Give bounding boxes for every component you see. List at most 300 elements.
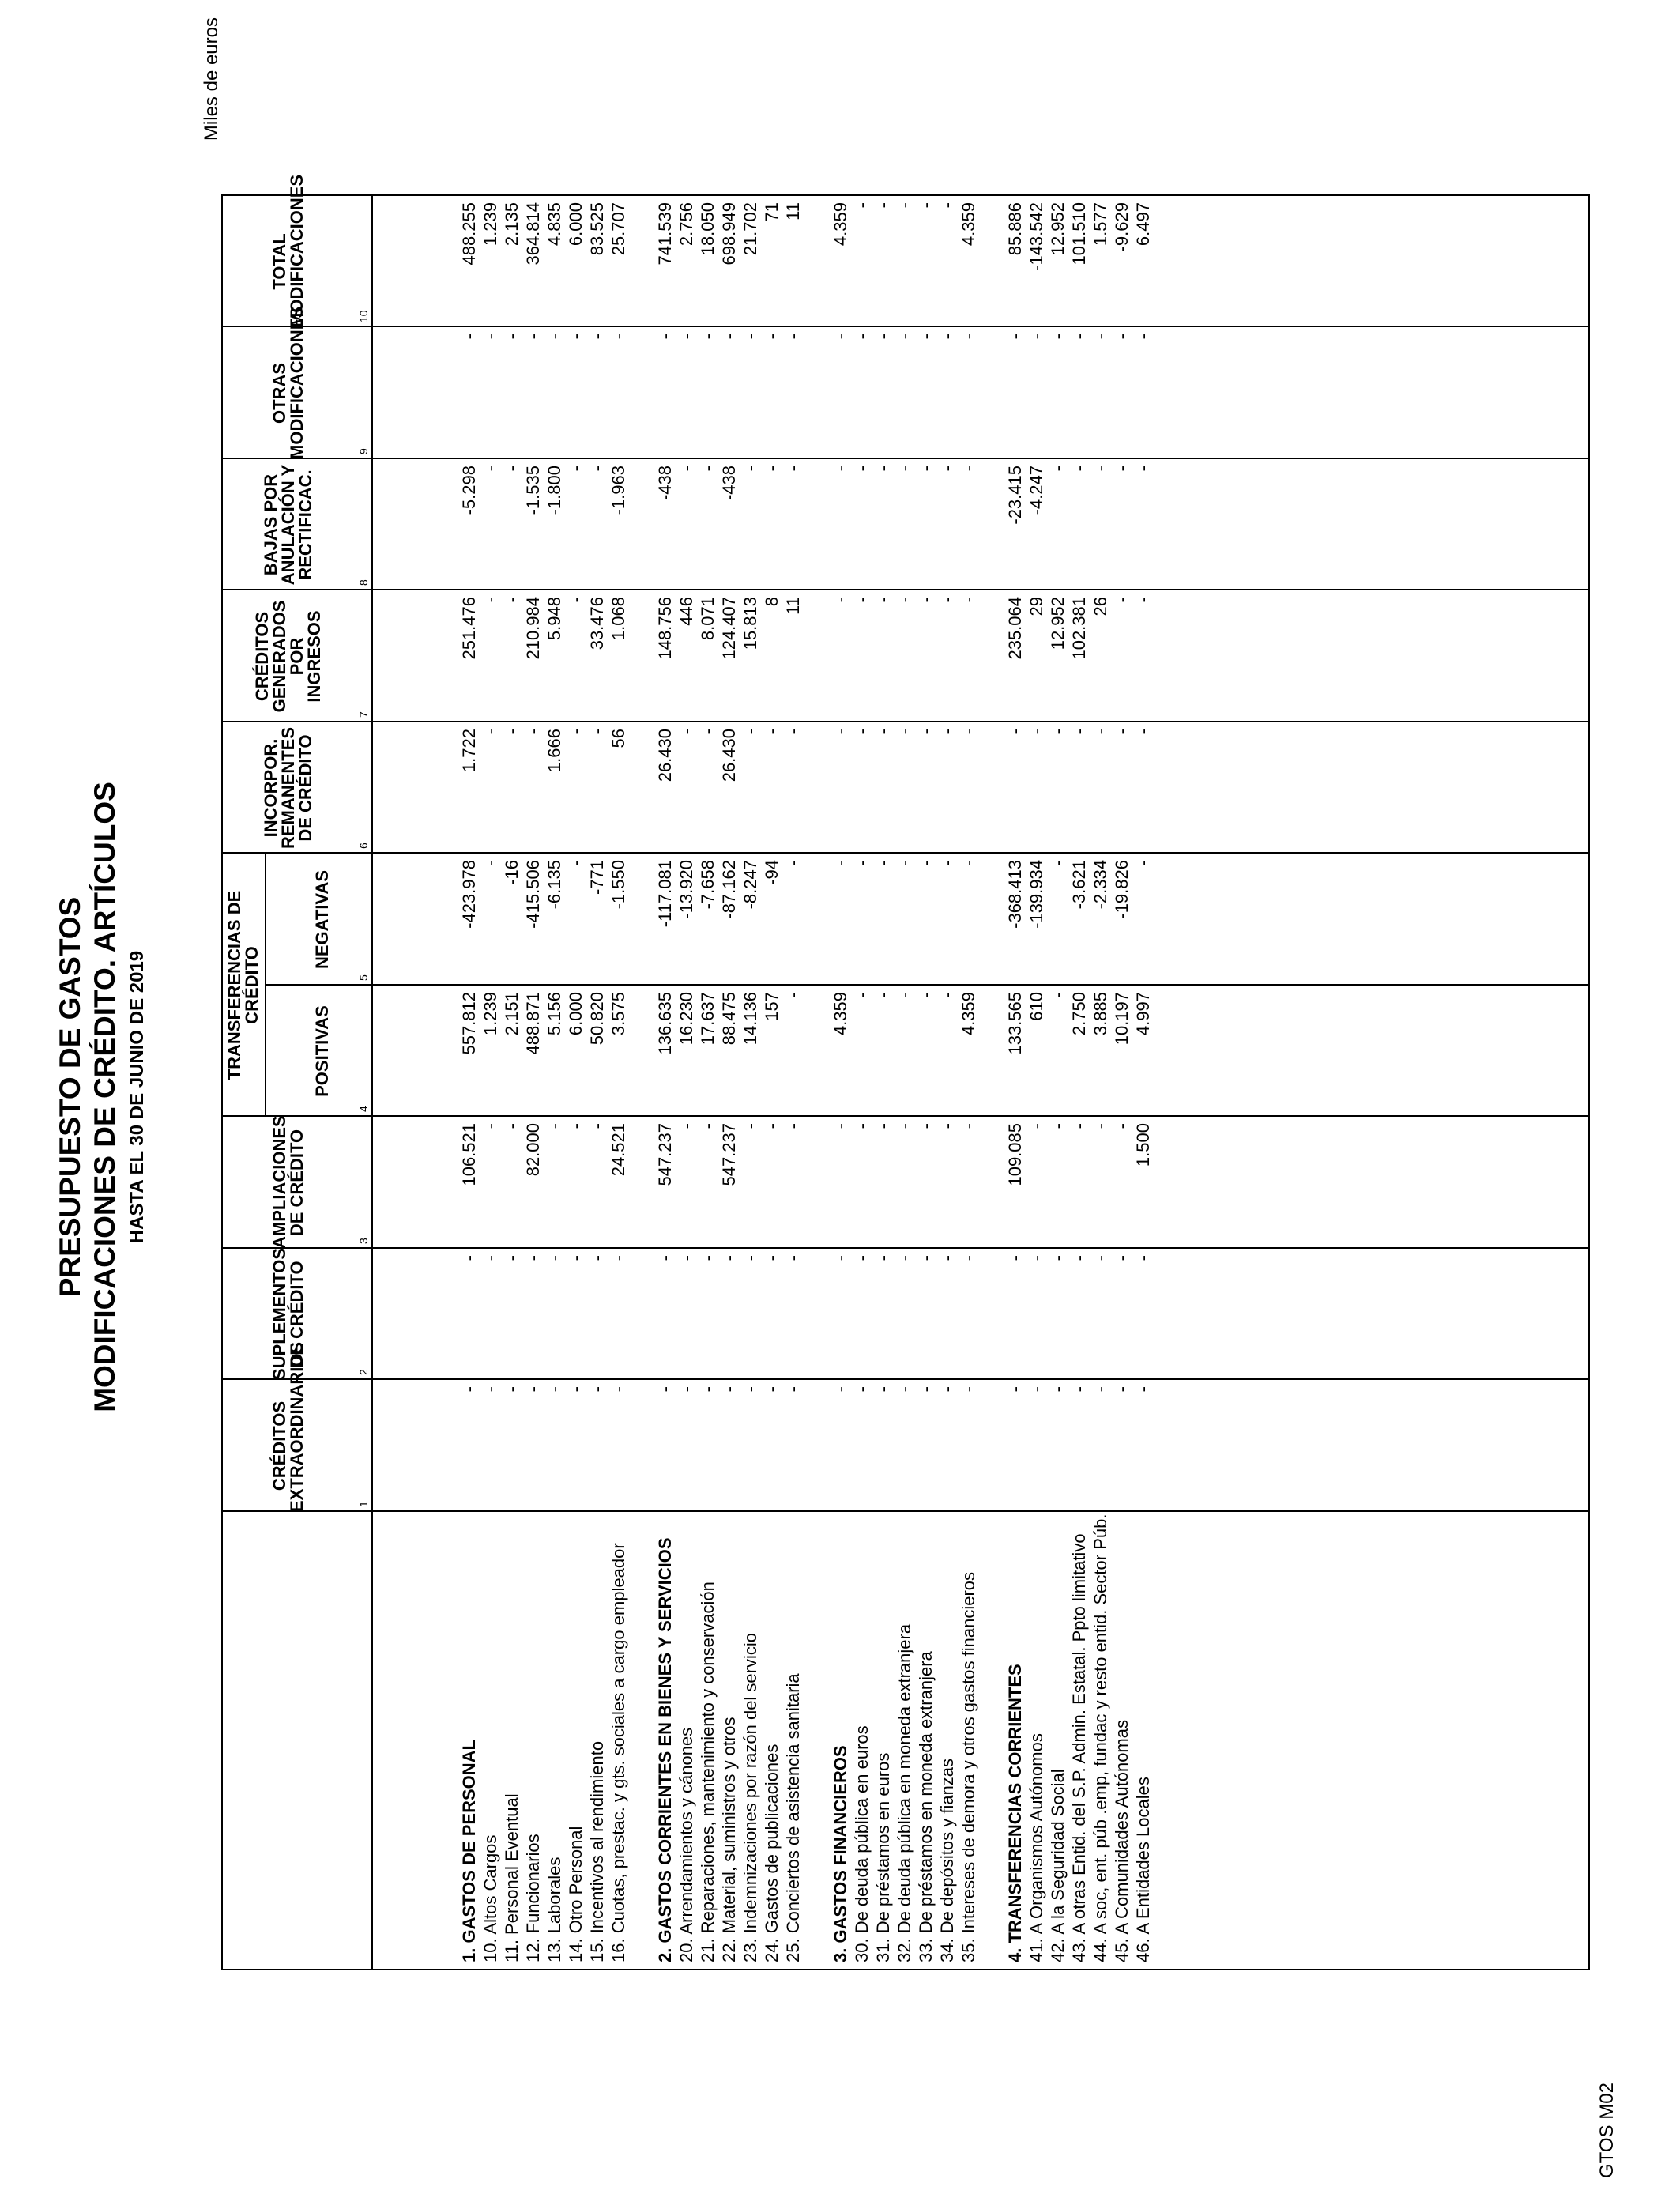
cell-col-3: 547.237	[655, 1123, 676, 1186]
cell-col-3: -	[958, 1123, 978, 1129]
cell-col-7: 11	[783, 597, 804, 615]
column-header-line: AMPLIACIONES	[269, 1115, 289, 1249]
cell-col-4: -	[936, 992, 957, 998]
table-row	[1111, 204, 1132, 1962]
cell-col-1: -	[958, 1386, 978, 1393]
row-label: 24. Gastos de publicaciones	[762, 1744, 782, 1962]
cell-col-7: -	[1112, 597, 1132, 603]
cell-col-4: -	[851, 992, 872, 998]
cell-col-8: -	[1069, 466, 1090, 472]
row-label: 32. De deuda pública en moneda extranjera	[894, 1623, 914, 1962]
cell-col-7: 446	[676, 597, 697, 626]
table-border-right	[221, 194, 1590, 196]
cell-col-7: 8	[762, 597, 782, 607]
cell-col-10: 1.239	[480, 202, 500, 247]
cell-col-2: -	[480, 1255, 500, 1261]
cell-col-1: -	[1069, 1386, 1090, 1393]
section-total-row	[458, 204, 480, 1962]
cell-col-8: -	[566, 466, 586, 472]
cell-col-3: -	[544, 1123, 564, 1129]
table-row	[480, 204, 501, 1962]
column-header-line: NEGATIVAS	[311, 869, 332, 970]
table-row	[522, 204, 544, 1962]
cell-col-10: 6.497	[1133, 202, 1154, 247]
cell-col-3: -	[676, 1123, 697, 1129]
cell-col-5: -	[480, 860, 500, 866]
table-row	[565, 204, 586, 1962]
cell-col-5: -	[830, 860, 850, 866]
cell-col-6: 1.722	[459, 729, 479, 773]
cell-col-5: -117.081	[655, 860, 676, 928]
cell-col-1: -	[698, 1386, 718, 1393]
cell-col-10: 12.952	[1048, 202, 1068, 256]
cell-col-6: -	[1133, 729, 1154, 735]
cell-col-8: -23.415	[1005, 466, 1026, 525]
cell-col-2: -	[502, 1255, 522, 1261]
cell-col-1: -	[830, 1386, 850, 1393]
cell-col-4: -	[894, 992, 914, 998]
cell-col-2: -	[851, 1255, 872, 1261]
cell-col-6: -	[851, 729, 872, 735]
cell-col-7: -	[851, 597, 872, 603]
cell-col-1: -	[740, 1386, 761, 1393]
cell-col-7: -	[502, 597, 522, 603]
row-label: 13. Laborales	[544, 1857, 564, 1962]
cell-col-2: -	[915, 1255, 936, 1261]
cell-col-9: -	[523, 334, 543, 340]
cell-col-5: -	[783, 860, 804, 866]
cell-col-10: 364.814	[523, 202, 543, 266]
column-header-2	[271, 1249, 306, 1380]
table-row	[761, 204, 782, 1962]
column-header-line: INCORPOR.	[261, 738, 281, 838]
column-header-10	[269, 174, 307, 327]
cell-col-4: -	[872, 992, 893, 998]
cell-col-2: -	[958, 1255, 978, 1261]
cell-col-10: -	[915, 202, 936, 209]
column-number: 6	[357, 843, 370, 849]
cell-col-9: -	[872, 334, 893, 340]
cell-col-6: -	[566, 729, 586, 735]
row-label: 12. Funcionarios	[523, 1834, 543, 1962]
cell-col-1: -	[608, 1386, 628, 1393]
column-header-line: BAJAS POR	[261, 473, 281, 576]
cell-col-10: -	[872, 202, 893, 209]
cell-col-9: -	[608, 334, 628, 340]
cell-col-9: -	[1048, 334, 1068, 340]
table-row	[586, 204, 608, 1962]
column-number: 3	[357, 1238, 370, 1244]
cell-col-8: -	[894, 466, 914, 472]
cell-col-10: 2.135	[502, 202, 522, 247]
cell-col-6: -	[1026, 729, 1047, 735]
cell-col-2: -	[1069, 1255, 1090, 1261]
section-total-row	[1004, 204, 1026, 1962]
table-row	[958, 204, 979, 1962]
cell-col-10: 83.525	[587, 202, 607, 256]
cell-col-9: -	[830, 334, 850, 340]
column-header-line: REMANENTES	[278, 727, 298, 850]
cell-col-4: 3.575	[608, 992, 628, 1036]
cell-col-8: -	[783, 466, 804, 472]
cell-col-10: 698.949	[719, 202, 740, 266]
report-date-line: HASTA EL 30 DE JUNIO DE 2019	[126, 950, 148, 1244]
column-header-4	[311, 986, 332, 1117]
cell-col-1: -	[1048, 1386, 1068, 1393]
cell-col-2: -	[1048, 1255, 1068, 1261]
cell-col-3: -	[936, 1123, 957, 1129]
cell-col-2: -	[1026, 1255, 1047, 1261]
table-border-left	[221, 1969, 1588, 1970]
cell-col-7: -	[872, 597, 893, 603]
cell-col-5: -423.978	[459, 860, 479, 929]
cell-col-9: -	[894, 334, 914, 340]
cell-col-10: 4.359	[830, 202, 850, 247]
cell-col-10: 21.702	[740, 202, 761, 256]
cell-col-7: -	[894, 597, 914, 603]
cell-col-7: 251.476	[459, 597, 479, 660]
cell-col-6: -	[872, 729, 893, 735]
cell-col-3: -	[587, 1123, 607, 1129]
cell-col-3: -	[1026, 1123, 1047, 1129]
cell-col-8: -4.247	[1026, 466, 1047, 515]
cell-col-8: -	[740, 466, 761, 472]
cell-col-5: -87.162	[719, 860, 740, 919]
cell-col-3: -	[698, 1123, 718, 1129]
cell-col-6: 1.666	[544, 729, 564, 773]
row-label: 22. Material, suministros y otros	[719, 1717, 740, 1962]
cell-col-6: -	[915, 729, 936, 735]
cell-col-3: -	[762, 1123, 782, 1129]
cell-col-4: -	[1048, 992, 1068, 998]
cell-col-4: 10.197	[1112, 992, 1132, 1046]
cell-col-2: -	[783, 1255, 804, 1261]
cell-col-1: -	[523, 1386, 543, 1393]
cell-col-3: -	[1112, 1123, 1132, 1129]
cell-col-7: -	[566, 597, 586, 603]
column-header-line: ANULACIÓN Y	[278, 464, 298, 586]
column-header-line: CRÉDITOS	[252, 611, 272, 702]
cell-col-4: 557.812	[459, 992, 479, 1055]
cell-col-4: 157	[762, 992, 782, 1021]
cell-col-1: -	[1133, 1386, 1154, 1393]
table-row	[740, 204, 761, 1962]
cell-col-4: 88.475	[719, 992, 740, 1046]
section-total-row	[830, 204, 851, 1962]
cell-col-5: -	[936, 860, 957, 866]
cell-col-9: -	[587, 334, 607, 340]
cell-col-3: 109.085	[1005, 1123, 1026, 1186]
table-row	[782, 204, 804, 1962]
cell-col-9: -	[740, 334, 761, 340]
cell-col-4: 17.637	[698, 992, 718, 1046]
cell-col-7: -	[958, 597, 978, 603]
cell-col-5: -771	[587, 860, 607, 895]
cell-col-2: -	[459, 1255, 479, 1261]
cell-col-6: 56	[608, 729, 628, 748]
row-label: 33. De préstamos en moneda extranjera	[915, 1651, 936, 1962]
report-title: PRESUPUESTO DE GASTOS	[54, 896, 86, 1298]
cell-col-10: 4.835	[544, 202, 564, 247]
cell-col-7: 102.381	[1069, 597, 1090, 660]
table-row	[915, 204, 936, 1962]
cell-col-2: -	[872, 1255, 893, 1261]
cell-col-1: -	[459, 1386, 479, 1393]
cell-col-10: -143.542	[1026, 202, 1047, 271]
cell-col-10: 6.000	[566, 202, 586, 247]
cell-col-9: -	[719, 334, 740, 340]
row-label: 43. A otras Entid. del S.P. Admin. Estatal. Ppto limitativo	[1069, 1533, 1090, 1962]
cell-col-1: -	[544, 1386, 564, 1393]
column-header-1	[269, 1341, 307, 1512]
cell-col-4: 136.635	[655, 992, 676, 1055]
cell-col-1: -	[762, 1386, 782, 1393]
cell-col-1: -	[936, 1386, 957, 1393]
column-number: 4	[357, 1106, 370, 1112]
table-row	[936, 204, 958, 1962]
cell-col-3: -	[1069, 1123, 1090, 1129]
cell-col-5: -16	[502, 860, 522, 885]
cell-col-8: -	[698, 466, 718, 472]
cell-col-3: -	[566, 1123, 586, 1129]
cell-col-2: -	[1112, 1255, 1132, 1261]
cell-col-9: -	[936, 334, 957, 340]
cell-col-6: -	[587, 729, 607, 735]
cell-col-7: -	[830, 597, 850, 603]
cell-col-4: -	[915, 992, 936, 998]
cell-col-8: -1.535	[523, 466, 543, 515]
cell-col-2: -	[544, 1255, 564, 1261]
column-header-line: DE CRÉDITO	[287, 1129, 307, 1237]
column-header-9	[269, 306, 307, 459]
cell-col-9: -	[502, 334, 522, 340]
table-row	[1090, 204, 1111, 1962]
cell-col-8: -438	[655, 466, 676, 501]
column-number: 1	[357, 1501, 370, 1507]
column-number: 5	[357, 974, 370, 981]
cell-col-10: 741.539	[655, 202, 676, 266]
cell-col-4: 4.359	[830, 992, 850, 1036]
cell-col-7: -	[915, 597, 936, 603]
cell-col-4: 5.156	[544, 992, 564, 1036]
cell-col-9: -	[762, 334, 782, 340]
cell-col-2: -	[587, 1255, 607, 1261]
cell-col-2: -	[740, 1255, 761, 1261]
cell-col-3: -	[915, 1123, 936, 1129]
transfer-group-header	[226, 854, 261, 1117]
row-label: 1. GASTOS DE PERSONAL	[459, 1740, 479, 1962]
cell-col-6: -	[676, 729, 697, 735]
row-label: 46. A Entidades Locales	[1133, 1777, 1154, 1962]
cell-col-9: -	[915, 334, 936, 340]
column-header-3	[271, 1117, 306, 1249]
cell-col-8: -	[1090, 466, 1111, 472]
column-number: 9	[357, 448, 370, 454]
table-row	[1132, 204, 1154, 1962]
footer-code: GTOS M02	[1596, 2083, 1618, 2178]
transfer-group-divider	[265, 854, 266, 1117]
cell-col-1: -	[719, 1386, 740, 1393]
cell-col-7: -	[936, 597, 957, 603]
row-label: 15. Incentivos al rendimiento	[587, 1740, 607, 1962]
cell-col-6: -	[936, 729, 957, 735]
cell-col-8: -	[676, 466, 697, 472]
column-header-6	[262, 722, 315, 854]
cell-col-2: -	[1133, 1255, 1154, 1261]
cell-col-7: 1.068	[608, 597, 628, 641]
cell-col-8: -	[915, 466, 936, 472]
cell-col-5: -415.506	[523, 860, 543, 929]
cell-col-7: -	[1133, 597, 1154, 603]
cell-col-9: -	[783, 334, 804, 340]
cell-col-10: -9.629	[1112, 202, 1132, 252]
cell-col-7: 33.476	[587, 597, 607, 650]
cell-col-6: -	[523, 729, 543, 735]
cell-col-6: -	[1090, 729, 1111, 735]
column-header-8	[262, 459, 315, 590]
cell-col-3: 1.500	[1133, 1123, 1154, 1167]
cell-col-9: -	[566, 334, 586, 340]
transfer-group-header-line: CRÉDITO	[242, 946, 262, 1024]
column-number: 7	[357, 711, 370, 718]
row-label: 11. Personal Eventual	[502, 1793, 522, 1962]
row-label: 34. De depósitos y fianzas	[936, 1758, 957, 1962]
cell-col-7: 148.756	[655, 597, 676, 660]
table-row	[501, 204, 522, 1962]
column-header-line: MODIFICACIONES	[287, 174, 307, 327]
cell-col-3: -	[894, 1123, 914, 1129]
cell-col-4: 1.239	[480, 992, 500, 1036]
cell-col-8: -1.800	[544, 466, 564, 515]
report-subtitle: MODIFICACIONES DE CRÉDITO. ARTÍCULOS	[89, 782, 121, 1412]
cell-col-3: -	[1048, 1123, 1068, 1129]
cell-col-7: 15.813	[740, 597, 761, 650]
table-row	[872, 204, 894, 1962]
cell-col-8: -	[872, 466, 893, 472]
cell-col-4: 14.136	[740, 992, 761, 1046]
row-label: 41. A Organismos Autónomos	[1026, 1733, 1047, 1962]
cell-col-2: -	[1005, 1255, 1026, 1261]
column-header-5	[311, 854, 332, 986]
cell-col-7: 235.064	[1005, 597, 1026, 660]
cell-col-3: -	[783, 1123, 804, 1129]
cell-col-10: 11	[783, 202, 804, 221]
cell-col-1: -	[915, 1386, 936, 1393]
cell-col-4: 50.820	[587, 992, 607, 1046]
column-header-line: GENERADOS	[269, 600, 289, 713]
cell-col-4: 2.151	[502, 992, 522, 1036]
unit-label: Miles de euros	[201, 17, 222, 141]
cell-col-5: -	[1048, 860, 1068, 866]
cell-col-6: 26.430	[719, 729, 740, 782]
row-label: 23. Indemnizaciones por razón del servicio	[740, 1632, 761, 1962]
table-row	[1047, 204, 1068, 1962]
cell-col-5: -	[915, 860, 936, 866]
row-label: 14. Otro Personal	[566, 1826, 586, 1962]
cell-col-1: -	[1005, 1386, 1026, 1393]
cell-col-5: -	[958, 860, 978, 866]
table-border-bottom	[1588, 196, 1590, 1970]
cell-col-9: -	[655, 334, 676, 340]
cell-col-9: -	[459, 334, 479, 340]
cell-col-5: -	[851, 860, 872, 866]
cell-col-6: -	[1005, 729, 1026, 735]
row-label: 20. Arrendamientos y cánones	[676, 1727, 697, 1962]
cell-col-6: -	[1069, 729, 1090, 735]
cell-col-3: -	[740, 1123, 761, 1129]
cell-col-4: 133.565	[1005, 992, 1026, 1055]
cell-col-3: -	[830, 1123, 850, 1129]
row-label: 44. A soc, ent. púb .emp, fundac y resto entid. Sector Púb.	[1090, 1514, 1111, 1962]
cell-col-5: -368.413	[1005, 860, 1026, 929]
column-header-7	[254, 590, 323, 722]
cell-col-8: -	[1048, 466, 1068, 472]
cell-col-9: -	[698, 334, 718, 340]
cell-col-1: -	[1026, 1386, 1047, 1393]
cell-col-5: -	[1133, 860, 1154, 866]
cell-col-1: -	[655, 1386, 676, 1393]
cell-col-4: 610	[1026, 992, 1047, 1021]
cell-col-4: -	[783, 992, 804, 998]
cell-col-1: -	[851, 1386, 872, 1393]
cell-col-9: -	[544, 334, 564, 340]
cell-col-3: -	[872, 1123, 893, 1129]
table-border-top	[221, 196, 223, 1970]
cell-col-3: -	[502, 1123, 522, 1129]
cell-col-2: -	[894, 1255, 914, 1261]
table-row	[608, 204, 629, 1962]
table-row	[544, 204, 565, 1962]
cell-col-9: -	[1090, 334, 1111, 340]
cell-col-10: 71	[762, 202, 782, 222]
cell-col-8: -	[830, 466, 850, 472]
cell-col-2: -	[698, 1255, 718, 1261]
cell-col-2: -	[719, 1255, 740, 1261]
column-header-line: SUPLEMENTOS	[269, 1247, 289, 1380]
cell-col-3: -	[1090, 1123, 1111, 1129]
table-row	[851, 204, 872, 1962]
cell-col-10: 4.359	[958, 202, 978, 247]
cell-col-1: -	[587, 1386, 607, 1393]
cell-col-7: 29	[1026, 597, 1047, 616]
cell-col-2: -	[608, 1255, 628, 1261]
cell-col-5: -	[872, 860, 893, 866]
cell-col-7: 124.407	[719, 597, 740, 660]
table-row	[894, 204, 915, 1962]
cell-col-2: -	[1090, 1255, 1111, 1261]
row-label: 25. Conciertos de asistencia sanitaria	[783, 1673, 804, 1962]
row-label: 30. De deuda pública en euros	[851, 1725, 872, 1962]
cell-col-9: -	[1133, 334, 1154, 340]
table-row	[676, 204, 697, 1962]
row-label: 16. Cuotas, prestac. y gts. sociales a cargo empleador	[608, 1543, 628, 1962]
cell-col-10: 25.707	[608, 202, 628, 256]
cell-col-8: -5.298	[459, 466, 479, 515]
cell-col-3: 106.521	[459, 1123, 479, 1186]
cell-col-7: 12.952	[1048, 597, 1068, 650]
cell-col-8: -	[1133, 466, 1154, 472]
column-number: 10	[357, 310, 370, 322]
cell-col-9: -	[851, 334, 872, 340]
transfer-group-header-line: TRANSFERENCIAS DE	[224, 890, 244, 1080]
cell-col-6: -	[958, 729, 978, 735]
row-label: 45. A Comunidades Autónomas	[1112, 1720, 1132, 1962]
cell-col-5: -139.934	[1026, 860, 1047, 929]
cell-col-6: -	[740, 729, 761, 735]
column-header-line: OTRAS	[269, 363, 289, 424]
cell-col-5: -19.826	[1112, 860, 1132, 919]
cell-col-9: -	[1026, 334, 1047, 340]
